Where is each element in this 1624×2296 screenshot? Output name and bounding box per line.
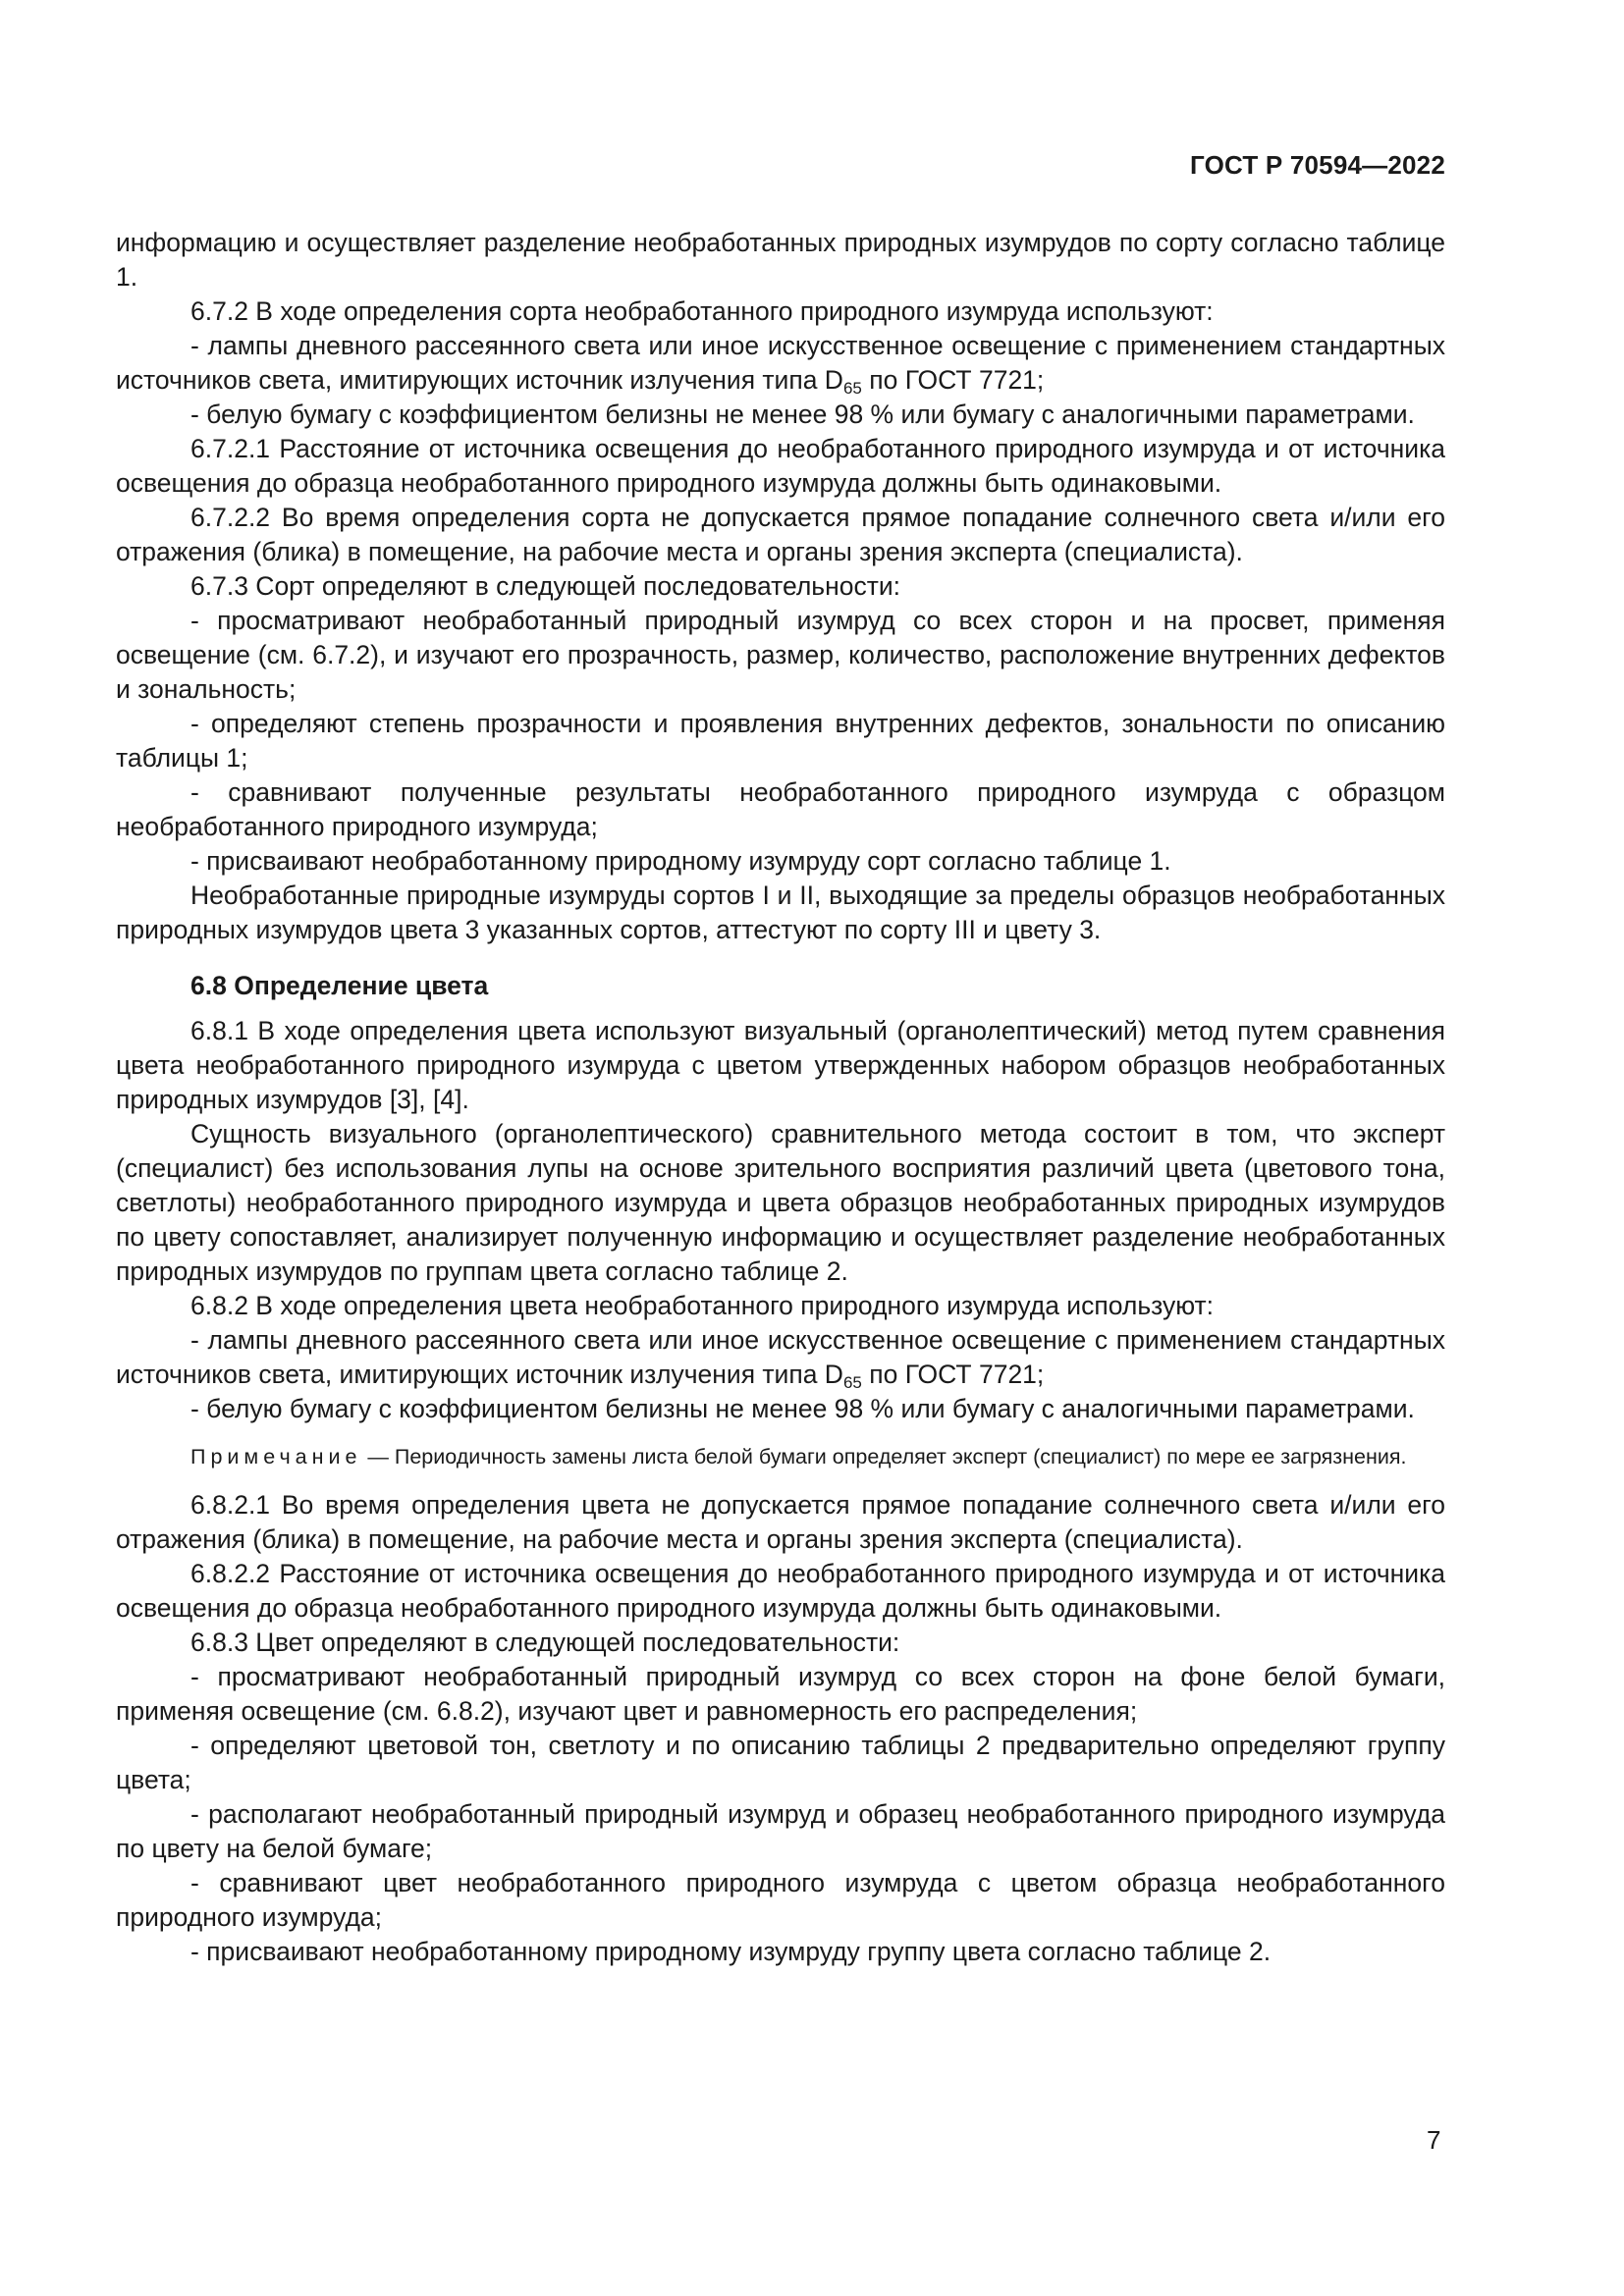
note-label: Примечание xyxy=(190,1445,362,1468)
paragraph: - определяют степень прозрачности и проявления внутренних дефектов, зональности по описанию таблицы 1; xyxy=(116,709,1445,773)
paragraph: - присваивают необработанному природному изумруду группу цвета согласно таблице 2. xyxy=(190,1937,1272,1966)
note-text: — Периодичность замены листа белой бумаги определяет эксперт (специалист) по мере ее загрязнения. xyxy=(361,1445,1407,1468)
section-heading: 6.8 Определение цвета xyxy=(190,971,489,1000)
paragraph: Необработанные природные изумруды сортов I и II, выходящие за пределы образцов необработанных природных изумрудов цвета 3 указанных сортов, аттестуют по сорту III и цвету 3. xyxy=(116,881,1445,944)
paragraph xyxy=(116,1323,1445,1392)
document-header: ГОСТ Р 70594—2022 xyxy=(1190,150,1445,180)
paragraph: 6.8.1 В ходе определения цвета используют визуальный (органолептический) метод путем сравнения цвета необработанного природного изумруда с цветом утвержденных набором образцов необработанных природных изумрудов [3], [4]. xyxy=(116,1016,1445,1114)
paragraph: - сравнивают полученные результаты необработанного природного изумруда с образцом необработанного природного изумруда; xyxy=(116,777,1445,841)
paragraph: - определяют цветовой тон, светлоту и по описанию таблицы 2 предварительно определяют группу цвета; xyxy=(116,1731,1445,1794)
paragraph: - располагают необработанный природный изумруд и образец необработанного природного изумруда по цвету на белой бумаге; xyxy=(116,1799,1445,1863)
paragraph: 6.7.3 Сорт определяют в следующей последовательности: xyxy=(190,571,901,601)
paragraph: - присваивают необработанному природному изумруду сорт согласно таблице 1. xyxy=(190,846,1171,876)
paragraph: Сущность визуального (органолептического) сравнительного метода состоит в том, что эксперт (специалист) без использования лупы на основе зрительного восприятия различий цвета (цветового тона, светлоты) необработанного природного изумруда и цвета образцов необработанных природных изумрудов по цвету сопоставляет, анализирует полученную информацию и осуществляет разделение необработанных природных изумрудов по группам цвета согласно таблице 2. xyxy=(116,1119,1445,1286)
note xyxy=(116,1442,1445,1472)
paragraph: 6.7.2 В ходе определения сорта необработанного природного изумруда используют: xyxy=(190,296,1214,326)
paragraph: - белую бумагу с коэффициентом белизны не менее 98 % или бумагу с аналогичными параметрами. xyxy=(190,400,1415,429)
paragraph: 6.8.2.1 Во время определения цвета не допускается прямое попадание солнечного света и/или его отражения (блика) в помещение, на рабочие места и органы зрения эксперта (специалиста). xyxy=(116,1490,1445,1554)
paragraph: 6.7.2.2 Во время определения сорта не допускается прямое попадание солнечного света и/или его отражения (блика) в помещение, на рабочие места и органы зрения эксперта (специалиста). xyxy=(116,503,1445,566)
paragraph: - просматривают необработанный природный изумруд со всех сторон на фоне белой бумаги, применяя освещение (см. 6.8.2), изучают цвет и равномерность его распределения; xyxy=(116,1662,1445,1726)
paragraph: 6.7.2.1 Расстояние от источника освещения до необработанного природного изумруда и от источника освещения до образца необработанного природного изумруда должны быть одинаковыми. xyxy=(116,434,1445,498)
paragraph: - просматривают необработанный природный изумруд со всех сторон и на просвет, применяя освещение (см. 6.7.2), и изучают его прозрачность, размер, количество, расположение внутренних дефектов и зональность; xyxy=(116,606,1445,704)
subscript: 65 xyxy=(842,379,862,398)
paragraph-text: - лампы дневного рассеянного света или иное искусственное освещение с применением стандартных источников света, имитирующих источник излучения типа D xyxy=(116,1325,1445,1389)
page-number: 7 xyxy=(1427,2125,1441,2155)
paragraph-text: по ГОСТ 7721; xyxy=(861,1360,1045,1389)
paragraph xyxy=(116,329,1445,398)
subscript: 65 xyxy=(842,1373,862,1392)
paragraph: - сравнивают цвет необработанного природного изумруда с цветом образца необработанного природного изумруда; xyxy=(116,1868,1445,1932)
document-body xyxy=(116,226,1445,1969)
paragraph-text: - лампы дневного рассеянного света или иное искусственное освещение с применением стандартных источников света, имитирующих источник излучения типа D xyxy=(116,331,1445,395)
paragraph: 6.8.2 В ходе определения цвета необработанного природного изумруда используют: xyxy=(190,1291,1215,1320)
paragraph-text: по ГОСТ 7721; xyxy=(861,365,1045,395)
paragraph: - белую бумагу с коэффициентом белизны не менее 98 % или бумагу с аналогичными параметрами. xyxy=(190,1394,1415,1423)
paragraph: 6.8.3 Цвет определяют в следующей последовательности: xyxy=(190,1628,900,1657)
paragraph: 6.8.2.2 Расстояние от источника освещения до необработанного природного изумруда и от источника освещения до образца необработанного природного изумруда должны быть одинаковыми. xyxy=(116,1559,1445,1623)
paragraph: информацию и осуществляет разделение необработанных природных изумрудов по сорту согласно таблице 1. xyxy=(116,228,1445,292)
